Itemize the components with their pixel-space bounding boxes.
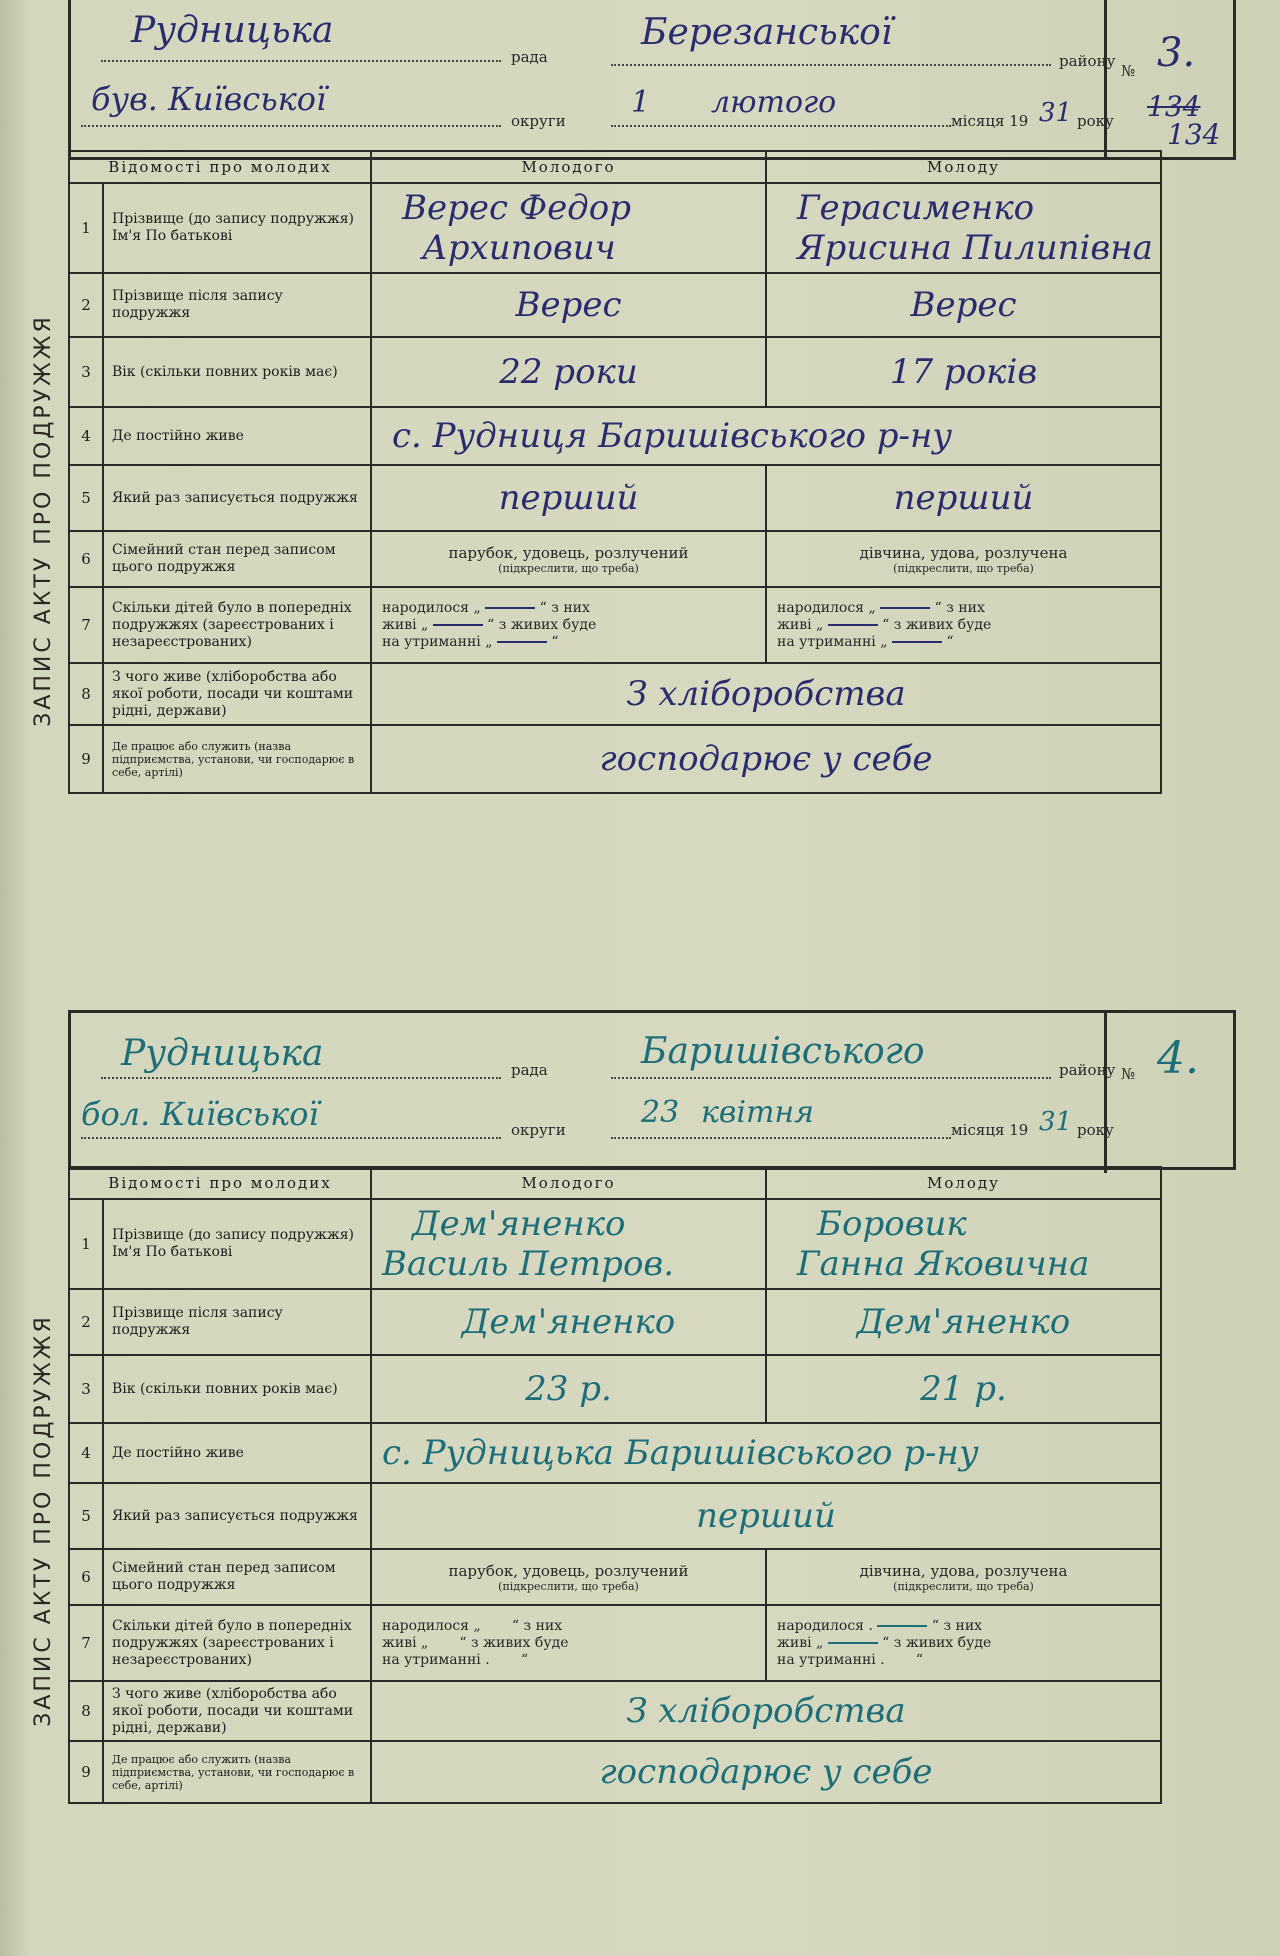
record-number-box-2: № 4. [1104, 1013, 1233, 1173]
bride-age: 17 років [766, 337, 1161, 407]
groom-surname-after: Верес [371, 273, 766, 337]
groom-age: 22 роки [371, 337, 766, 407]
district-name-2: Баришівського [641, 1031, 925, 1072]
record-year-2: 31 [1039, 1107, 1073, 1137]
groom-names: Верес Федор Архипович [371, 183, 766, 273]
record-table-2: Відомості про молодих Молодого Молоду 1 Прізвище (до запису подружжя) Ім'я По батькові Дем'яненко Василь Петров. Боровик Ганна Яковична 2 Прізвище після запису подружжя Дем'яненко Дем'яненко 3 Вік (скільки повних років має) 23 р. 21 р. 4 Де постійно живе с. Рудницька Баришівського р-ну 5 Який раз записується подружжя перший 6 Сімейний стан перед записом цього подружжя парубок, удовець, розлучений (підкреслити, що треба) дівчина, удова, розлучена (підкреслити, що треба) 7 Скільки дітей було в попередніх подружжях (зареєстрованих і незареєстрованих) народилося „ “ з них живі „ “ з живих буде на утриманні . “ народилося . “ з них живі „ “ з живих буде на утриманні . “ 8 З чого живе (хліборобства або якої роботи, посади чи коштами рідні, держави) З хліборобства 9 Де працює або служить (назва підприємства, установи, чи господарює в себе, артілі) господарює у себе [68, 1166, 1237, 1804]
record-year: 31 [1039, 98, 1073, 128]
district-name: Березанської [641, 12, 893, 53]
label-residence: Де постійно живе [103, 407, 371, 465]
side-title-2: ЗАПИС АКТУ ПРО ПОДРУЖЖЯ [30, 1313, 56, 1727]
label-times: Який раз записується подружжя [103, 465, 371, 531]
col-header-groom: Молодого [371, 151, 766, 183]
bride-names-2: Боровик Ганна Яковична [766, 1199, 1161, 1289]
label-livelihood: З чого живе (хліборобства або якої роботи, посади чи коштами рідні, держави) [103, 663, 371, 725]
label-age: Вік (скільки повних років має) [103, 337, 371, 407]
record-number: 3. [1157, 30, 1196, 76]
groom-status: парубок, удовець, розлучений (підкреслити, що треба) [371, 531, 766, 587]
record-month-2: квітня [701, 1095, 815, 1130]
bride-children: народилося „ “ з них живі „ “ з живих буде на утриманні „ “ [766, 587, 1161, 663]
groom-status-2: парубок, удовець, розлучений (підкреслити, що треба) [371, 1549, 766, 1605]
label-names: Прізвище (до запису подружжя) Ім'я По батькові [103, 183, 371, 273]
record-table: Відомості про молодих Молодого Молоду 1 Прізвище (до запису подружжя) Ім'я По батькові Верес Федор Архипович Герасименко Ярисина Пилипівна 2 Прізвище після запису подружжя Верес Верес 3 Вік (скільки повних років має) 22 роки 17 років 4 Де постійно живе с. Рудниця Баришівського р-ну 5 Який раз записується подружжя перший перший 6 Сімейний стан перед записом цього подружжя парубок, удовець, розлучений (підкреслити, що треба) дівчина, удова, розлучена (підкреслити, що треба) 7 Скільки дітей було в попередніх подружжях (зареєстрованих і незареєстрованих) народилося „ “ з них живі „ “ з живих буде на утриманні „ “ народилося „ “ з них живі „ “ з живих буде на утриманні „ “ 8 З чого живе (хліборобства або якої роботи, посади чи коштами рідні, держави) З хліборобства 9 Де працює або служить (назва підприємства, установи, чи господарює в себе, артілі) господарює у себе [68, 150, 1237, 794]
label-status: Сімейний стан перед записом цього подружжя [103, 531, 371, 587]
label-surname-after: Прізвище після запису подружжя [103, 273, 371, 337]
record-day: 1 [631, 85, 651, 120]
livelihood: З хліборобства [371, 663, 1161, 725]
record-number-2: 4. [1157, 1033, 1199, 1084]
col-header-info: Відомості про молодих [69, 151, 371, 183]
marriage-record-1 [24, 0, 1236, 925]
marriage-record-2 [24, 1000, 1236, 1935]
bride-surname-after-2: Дем'яненко [766, 1289, 1161, 1355]
residence: с. Рудниця Баришівського р-ну [371, 407, 1161, 465]
label-work: Де працює або служить (назва підприємства, установи, чи господарює в себе, артілі) [103, 725, 371, 793]
okrug-name-2: бол. Київської [81, 1095, 319, 1133]
bride-status-2: дівчина, удова, розлучена (підкреслити, що треба) [766, 1549, 1161, 1605]
bride-status: дівчина, удова, розлучена (підкреслити, що треба) [766, 531, 1161, 587]
groom-children: народилося „ “ з них живі „ “ з живих буде на утриманні „ “ [371, 587, 766, 663]
work: господарює у себе [371, 725, 1161, 793]
side-title: ЗАПИС АКТУ ПРО ПОДРУЖЖЯ [30, 313, 56, 727]
times-both-2: перший [371, 1483, 1161, 1549]
bride-surname-after: Верес [766, 273, 1161, 337]
bride-age-2: 21 р. [766, 1355, 1161, 1423]
record-day-2: 23 [641, 1095, 680, 1130]
record-header: Рудницька рада Березанської району був. Київської округи 1 лютого місяця 19 31 року № 3. 134 134 [68, 0, 1236, 160]
record-number-box: № 3. 134 134 [1104, 0, 1233, 160]
council-name-2: Рудницька [121, 1033, 324, 1074]
record-header-2: Рудницька рада Баришівського району бол. Київської округи 23 квітня місяця 19 31 року № 4. [68, 1010, 1236, 1170]
groom-surname-after-2: Дем'яненко [371, 1289, 766, 1355]
col-header-bride: Молоду [766, 151, 1161, 183]
okrug-name: був. Київської [91, 80, 327, 118]
record-number-struck: 134 [1147, 90, 1201, 123]
bride-times: перший [766, 465, 1161, 531]
groom-names-2: Дем'яненко Василь Петров. [371, 1199, 766, 1289]
work-2: господарює у себе [371, 1741, 1161, 1803]
livelihood-2: З хліборобства [371, 1681, 1161, 1741]
groom-times: перший [371, 465, 766, 531]
council-name: Рудницька [131, 10, 334, 51]
label-children: Скільки дітей було в попередніх подружжях (зареєстрованих і незареєстрованих) [103, 587, 371, 663]
groom-age-2: 23 р. [371, 1355, 766, 1423]
residence-2: с. Рудницька Баришівського р-ну [371, 1423, 1161, 1483]
record-number-corrected: 134 [1167, 118, 1221, 151]
bride-names: Герасименко Ярисина Пилипівна [766, 183, 1161, 273]
record-month: лютого [711, 85, 837, 120]
